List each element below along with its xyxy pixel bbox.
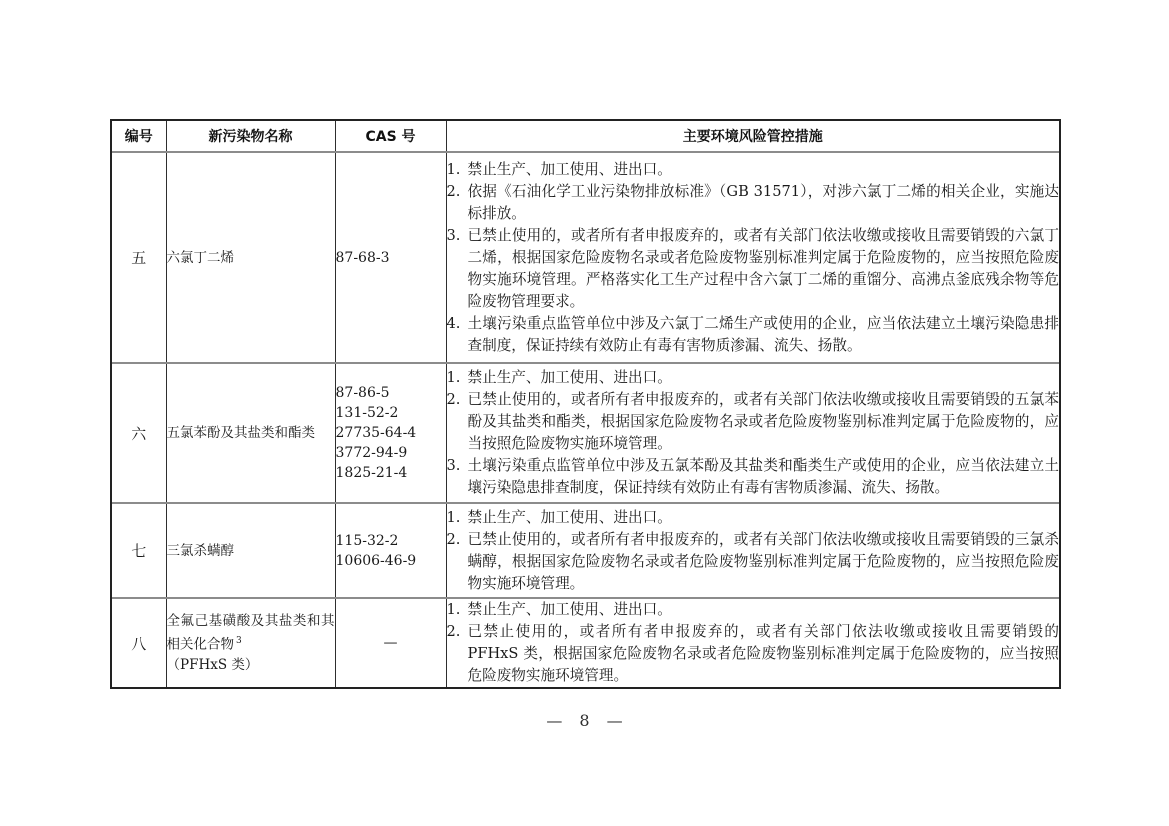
cell-control-measures [446, 503, 1059, 598]
header-cell-pollutant-name: 新污染物名称 [166, 121, 335, 152]
measure-number: 1. [446, 601, 461, 618]
page-number: — 8 — [546, 711, 623, 730]
measure-text: 已禁止使用的，或者所有者申报废弃的，或者有关部门依法收缴或接收且需要销毁的五氯苯酚及其盐类和酯类，根据国家危险废物名录或者危险废物鉴别标准判定属于危险废物的，应当按照危险废物实施环境管理。 [467, 391, 1059, 452]
measure-number: 3. [446, 226, 461, 244]
measure-number: 2. [446, 530, 461, 548]
cell-control-measures [446, 152, 1059, 363]
cas-number: — [383, 635, 398, 651]
table-header-row [112, 121, 1059, 152]
measure-item [447, 507, 1060, 529]
measure-number: 2. [446, 623, 461, 640]
cell-cas-numbers [335, 363, 446, 503]
measure-text: 土壤污染重点监管单位中涉及五氯苯酚及其盐类和酯类生产或使用的企业，应当依法建立土壤污染隐患排查制度，保证持续有效防止有毒有害物质渗漏、流失、扬散。 [467, 457, 1059, 496]
measure-item [447, 529, 1060, 595]
pollutant-table-frame [110, 119, 1061, 689]
cell-row-number: 六 [112, 363, 166, 503]
measure-item [447, 313, 1060, 357]
footnote-marker: 3 [236, 636, 242, 647]
cell-control-measures [446, 598, 1059, 687]
cell-pollutant-name [166, 152, 335, 363]
measure-item [447, 367, 1060, 389]
measure-text: 土壤污染重点监管单位中涉及六氯丁二烯生产或使用的企业，应当依法建立土壤污染隐患排查制度，保证持续有效防止有毒有害物质渗漏、流失、扬散。 [467, 314, 1059, 354]
measure-item [447, 181, 1060, 225]
table-row [112, 503, 1059, 598]
measure-item [447, 599, 1060, 621]
cell-cas-numbers [335, 152, 446, 363]
measure-text: 已禁止使用的，或者所有者申报废弃的，或者有关部门依法收缴或接收且需要销毁的 PFHxS 类，根据国家危险废物名录或者危险废物鉴别标准判定属于危险废物的，应当按照危险废物实施环境管理。 [467, 623, 1059, 684]
measure-text: 依据《石油化学工业污染物排放标准》（GB 31571），对涉六氯丁二烯的相关企业，实施达标排放。 [467, 182, 1059, 222]
measure-item [447, 455, 1060, 499]
table-row [112, 152, 1059, 363]
pollutant-name-text: 六氯丁二烯 [166, 249, 234, 266]
cell-pollutant-name [166, 363, 335, 503]
cas-number: 3772-94-9 [335, 445, 408, 461]
cell-cas-numbers [335, 503, 446, 598]
measure-number: 1. [446, 508, 461, 526]
cas-number: 87-68-3 [335, 249, 390, 266]
cas-number: 131-52-2 [335, 405, 399, 421]
header-cell-number: 编号 [112, 121, 166, 152]
measure-number: 4. [446, 314, 461, 332]
pollutant-name-note: （PFHxS 类） [166, 656, 259, 673]
cell-control-measures [446, 363, 1059, 503]
header-cell-cas: CAS 号 [335, 121, 446, 152]
pollutant-name-text: 全氟己基磺酸及其盐类和其相关化合物 [166, 613, 335, 653]
cas-number: 27735-64-4 [335, 425, 417, 441]
cell-pollutant-name [166, 598, 335, 687]
measure-number: 2. [446, 182, 461, 200]
measure-text: 禁止生产、加工使用、进出口。 [467, 508, 672, 526]
cell-row-number: 八 [112, 598, 166, 687]
pollutant-table [112, 121, 1059, 687]
measure-number: 1. [446, 160, 461, 178]
measure-text: 已禁止使用的，或者所有者申报废弃的，或者有关部门依法收缴或接收且需要销毁的三氯杀螨醇，根据国家危险废物名录或者危险废物鉴别标准判定属于危险废物的，应当按照危险废物实施环境管理。 [467, 530, 1059, 592]
cas-number: 10606-46-9 [335, 552, 417, 569]
measure-item [447, 389, 1060, 455]
cas-number: 1825-21-4 [335, 465, 408, 481]
pollutant-name-text: 五氯苯酚及其盐类和酯类 [166, 425, 315, 441]
measure-number: 2. [446, 391, 461, 408]
header-cell-measures: 主要环境风险管控措施 [682, 129, 823, 145]
pollutant-name-text: 三氯杀螨醇 [166, 542, 234, 559]
table-row [112, 363, 1059, 503]
measure-text: 已禁止使用的，或者所有者申报废弃的，或者有关部门依法收缴或接收且需要销毁的六氯丁二烯，根据国家危险废物名录或者危险废物鉴别标准判定属于危险废物的，应当按照危险废物实施环境管理。严格落实化工生产过程中含六氯丁二烯的重馏分、高沸点釜底残余物等危险废物管理要求。 [467, 226, 1059, 310]
measure-number: 1. [446, 369, 461, 386]
measure-text: 禁止生产、加工使用、进出口。 [467, 369, 672, 386]
cell-row-number: 五 [112, 152, 166, 363]
measure-item [447, 621, 1060, 687]
cas-number: 87-86-5 [335, 385, 390, 401]
measure-item [447, 159, 1060, 181]
measure-item [447, 225, 1060, 313]
table-row [112, 598, 1059, 687]
cas-number: 115-32-2 [335, 532, 399, 549]
cell-cas-numbers [335, 598, 446, 687]
measure-text: 禁止生产、加工使用、进出口。 [467, 160, 672, 178]
cell-pollutant-name [166, 503, 335, 598]
cell-row-number: 七 [112, 503, 166, 598]
measure-text: 禁止生产、加工使用、进出口。 [467, 601, 672, 618]
measure-number: 3. [446, 457, 461, 474]
